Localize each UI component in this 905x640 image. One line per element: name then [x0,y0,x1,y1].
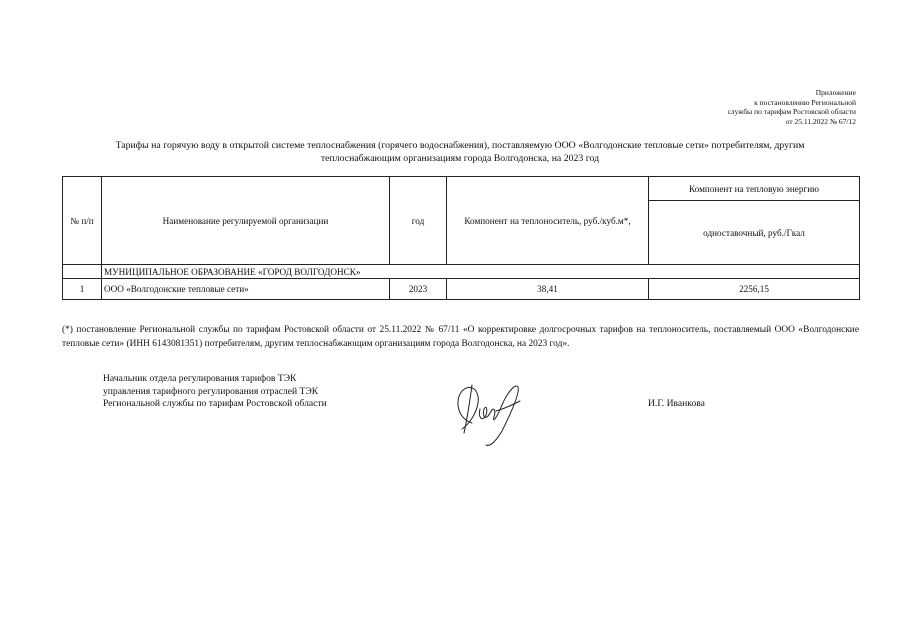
section-row-empty-cell [63,265,102,279]
document-title [62,139,858,165]
signature-icon [450,375,535,450]
signer-name: И.Г. Иванкова [648,398,705,409]
header-org: Наименование регулируемой организации [102,177,390,265]
appendix-line: Приложение [815,88,856,97]
header-energy-sub: одноставочный, руб./Гкал [649,201,860,265]
cell-year: 2023 [390,279,447,300]
cell-carrier: 38,41 [447,279,649,300]
signer-position-line: управления тарифного регулирования отраслей ТЭК [103,385,319,397]
cell-num: 1 [63,279,102,300]
signer-position-line: Региональной службы по тарифам Ростовской области [103,398,327,409]
signer-position-line: Начальник отдела регулирования тарифов ТЭК [103,373,297,384]
appendix-block [728,88,856,126]
cell-org: ООО «Волгодонские тепловые сети» [102,279,390,300]
cell-energy: 2256,15 [649,279,860,300]
document-title-line-1: Тарифы на горячую воду в открытой системе теплоснабжения (горячего водоснабжения), поставляемую ООО «Волгодонские тепловые сети» потребителям, другим [115,140,805,151]
table-row [63,279,860,300]
header-year: год [390,177,447,265]
document-title-line-2: теплоснабжающим организациям города Волгодонска, на 2023 год [320,153,600,164]
section-row [63,265,860,279]
appendix-line: службы по тарифам Ростовской области [727,107,856,117]
header-energy-group: Компонент на тепловую энергию [649,177,860,201]
header-carrier: Компонент на теплоноситель, руб./куб.м*, [447,177,649,265]
footnote: (*) постановление Региональной службы по тарифам Ростовской области от 25.11.2022 № 67/11 «О корректировке долгосрочных тарифов на теплоноситель, поставляемый ООО «Волгодонские тепловые сети» (ИНН 6143081351) потребителям, другим теплоснабжающим организациям города Волгодонска, на 2023 год». [62,325,859,349]
handwritten-signature [450,375,535,455]
appendix-line: к постановлению Региональной [754,97,856,107]
tariffs-table [62,176,860,300]
appendix-line: от 25.11.2022 № 67/12 [785,116,856,126]
signer-position [103,373,327,411]
section-row-label: МУНИЦИПАЛЬНОЕ ОБРАЗОВАНИЕ «ГОРОД ВОЛГОДОНСК» [102,265,860,279]
header-num: № п/п [63,177,102,265]
